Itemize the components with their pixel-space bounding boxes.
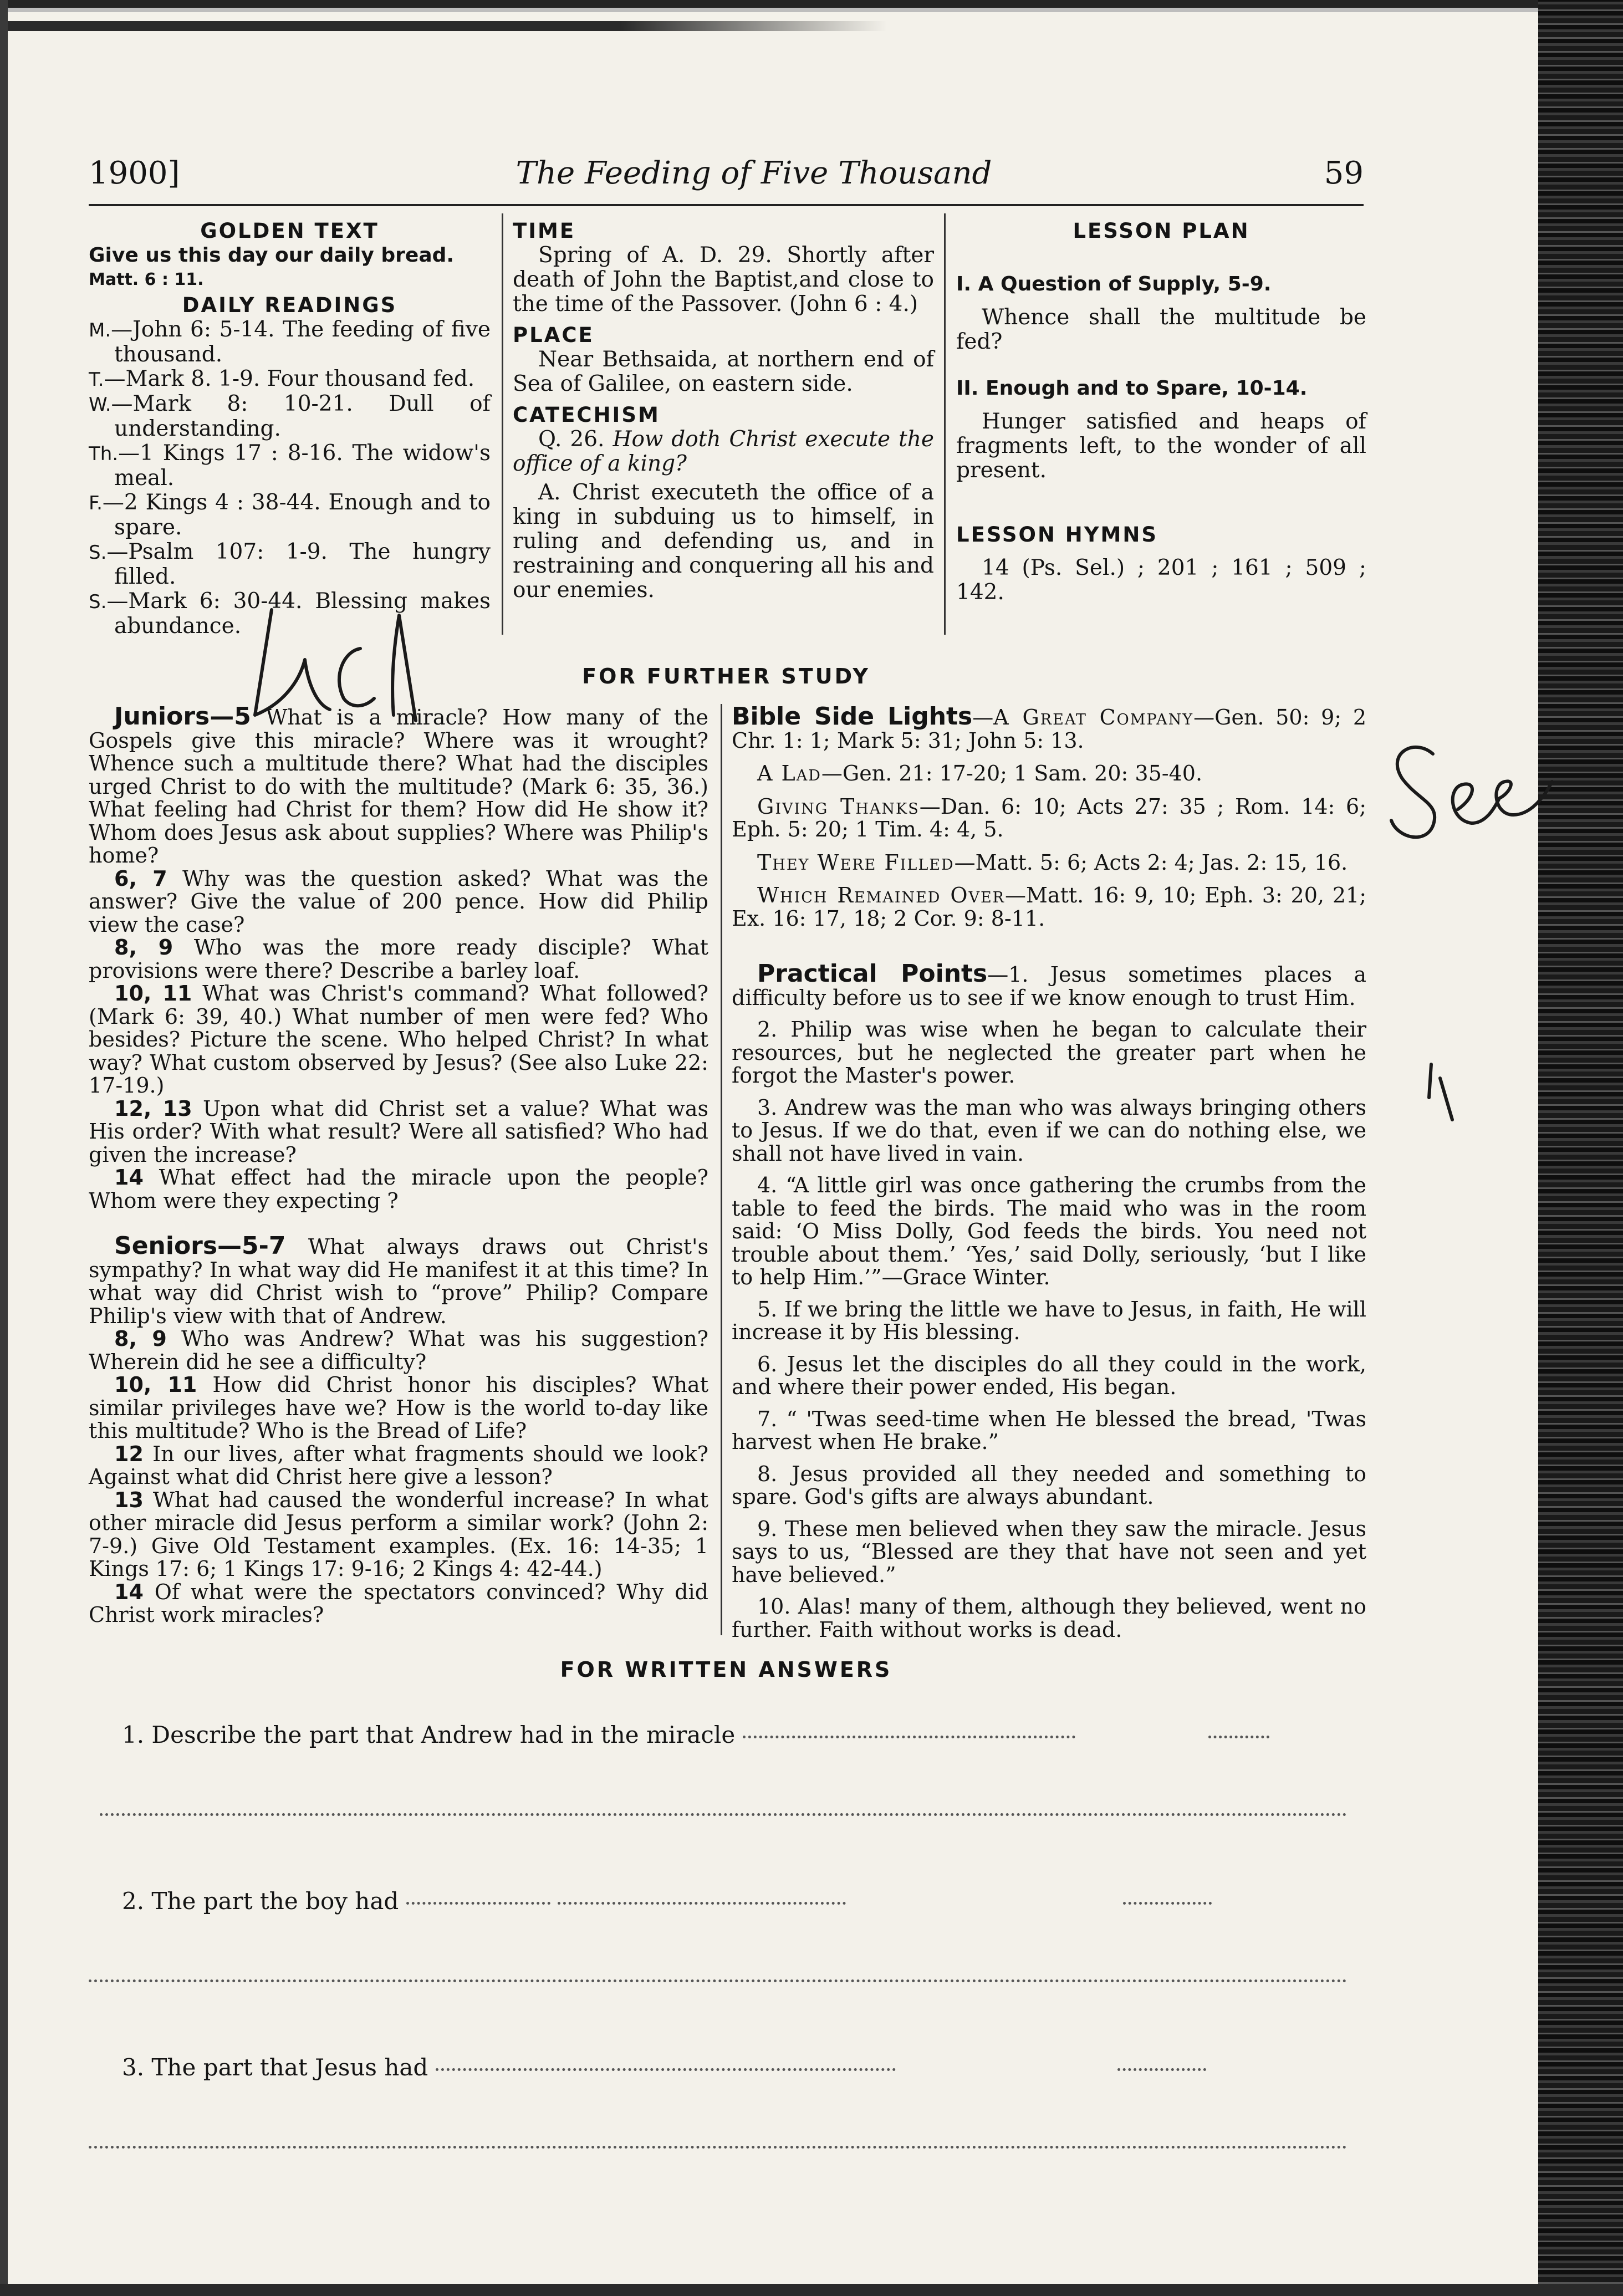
side-light-refs: —Gen. 50: 9; 2 Chr. 1: 1; Mark 5: 31; John 5: 13.	[732, 705, 1366, 753]
practical-point-item: Practical Points—1. Jesus sometimes places a difficulty before us to see if we know enough to trust Him.	[732, 960, 1366, 1010]
juniors-question-number: 12, 13	[114, 1096, 192, 1121]
practical-point-number: 7.	[757, 1406, 778, 1431]
seniors-intro-text: What always draws out Christ's sympathy? In what way did He manifest it at this time? In what way did Christ wish to “prove” Philip? Compare Philip's view with that of Andrew.	[89, 1234, 708, 1328]
written-answers-heading: FOR WRITTEN ANSWERS	[560, 1657, 892, 1682]
catechism-answer: A. Christ executeth the office of a king in subduing us to himself, in ruling and defending us, and in restraining and conquering all his and our enemies.	[513, 480, 934, 603]
juniors-question-item	[89, 868, 708, 937]
practical-point-text: Jesus provided all they needed and something to spare. God's gifts are always abundant.	[732, 1461, 1366, 1509]
practical-point-item	[732, 1353, 1366, 1399]
seniors-question-item	[89, 1489, 708, 1581]
golden-text: Give us this day our daily bread.	[89, 244, 455, 267]
golden-text-block	[89, 219, 491, 639]
seniors-question-text: Who was Andrew? What was his suggestion? Wherein did he see a difficulty?	[89, 1326, 708, 1374]
daily-reading-day: M.	[89, 319, 111, 341]
practical-point-number: 4.	[757, 1173, 778, 1197]
catechism-question	[513, 427, 934, 476]
seniors-question-item	[89, 1581, 708, 1627]
seniors-question-text: What had caused the wonderful increase? In what other miracle did Jesus perform a similar work? (John 2: 7-9.) Give Old Testament examples. (Ex. 16: 14-35; 1 Kings 17: 6; 1 Kings 17: 9-16; 2 Kings 4: 42-44.)	[89, 1487, 708, 1581]
seniors-question-item	[89, 1328, 708, 1374]
lesson-plan-part-2-title: II. Enough and to Spare, 10-14.	[956, 377, 1308, 400]
answer-dots	[89, 2146, 1347, 2149]
scan-edge-top-shadow	[0, 21, 887, 31]
scan-edge-left	[0, 0, 8, 2296]
answer-dots	[1208, 1736, 1269, 1738]
practical-point-number: 8.	[757, 1461, 778, 1486]
seniors-question-number: 13	[114, 1487, 144, 1512]
practical-point-text: “ 'Twas seed-time when He blessed the bread, 'Twas harvest when He brake.”	[732, 1406, 1366, 1454]
practical-point-number: 2.	[757, 1017, 778, 1042]
juniors-question-item	[89, 982, 708, 1098]
answer-dots	[100, 1813, 1347, 1816]
column-rule-3	[721, 704, 722, 1635]
side-light-refs: —Matt. 16: 9, 10; Eph. 3: 20, 21; Ex. 16: 17, 18; 2 Cor. 9: 8-11.	[732, 883, 1367, 931]
catechism-question-label: Q. 26.	[538, 427, 605, 452]
daily-reading-item	[89, 392, 491, 441]
scan-edge-right	[1538, 0, 1623, 2296]
scan-edge-bottom	[0, 2284, 1623, 2296]
written-question-2	[122, 1885, 1212, 1918]
daily-reading-text: —Mark 8: 10-21. Dull of understanding.	[111, 391, 491, 441]
practical-point-item	[732, 1096, 1366, 1166]
side-light-head: A Great Company	[993, 705, 1194, 729]
juniors-question-number: 6, 7	[114, 866, 167, 891]
place-text: Near Bethsaida, at northern end of Sea of Galilee, on eastern side.	[513, 347, 934, 396]
side-light-head: A Lad	[757, 761, 821, 785]
further-study-heading: FOR FURTHER STUDY	[582, 664, 870, 688]
daily-reading-text: —Mark 6: 30-44. Blessing makes abundance.	[106, 589, 491, 639]
side-light-item	[732, 795, 1366, 841]
daily-reading-day: T.	[89, 369, 104, 391]
seniors-question-text: How did Christ honor his disciples? What similar privileges have we? How is the world to-day like this multitude? Who is the Bread of Life?	[89, 1373, 708, 1443]
practical-point-text: Jesus sometimes places a difficulty before us to see if we know enough to trust Him.	[732, 962, 1366, 1010]
lesson-plan-part-1-text: Whence shall the multitude be fed?	[956, 305, 1366, 354]
time-heading: TIME	[513, 219, 576, 243]
practical-point-text: If we bring the little we have to Jesus, in faith, He will increase it by His blessing.	[732, 1297, 1366, 1344]
practical-point-text: Philip was wise when he began to calculate their resources, but he neglected the greater part when he forgot the Master's power.	[732, 1017, 1366, 1088]
juniors-questions	[89, 868, 708, 1213]
daily-reading-day: Th.	[89, 443, 119, 465]
daily-reading-day: W.	[89, 394, 111, 416]
header-page-number: 59	[1324, 155, 1364, 191]
daily-reading-text: —Psalm 107: 1-9. The hungry filled.	[106, 539, 491, 589]
answer-dots	[1117, 2068, 1206, 2071]
practical-point-item	[732, 1595, 1366, 1641]
handwritten-mark-right	[1380, 732, 1563, 848]
daily-reading-day: S.	[89, 542, 107, 564]
practical-point-item	[732, 1408, 1366, 1454]
written-question-3	[122, 2051, 1206, 2084]
juniors-question-item	[89, 936, 708, 982]
answer-dots	[89, 1979, 1347, 1982]
seniors-question-number: 14	[114, 1579, 144, 1604]
written-answer-line-1[interactable]	[100, 1796, 1347, 1829]
practical-point-item	[732, 1174, 1366, 1289]
time-text: Spring of A. D. 29. Shortly after death of John the Baptist,and close to the time of the Passover. (John 6 : 4.)	[513, 243, 934, 317]
seniors-question-text: In our lives, after what fragments should we look? Against what did Christ here give a lesson?	[89, 1441, 708, 1489]
daily-reading-item	[89, 441, 491, 491]
golden-text-ref: Matt. 6 : 11.	[89, 270, 204, 289]
practical-points-label: Practical Points	[757, 960, 988, 988]
juniors-question-number: 10, 11	[114, 981, 192, 1006]
daily-reading-item	[89, 367, 491, 392]
handwritten-mark-right-small	[1419, 1059, 1458, 1125]
answer-dots	[743, 1736, 1075, 1738]
practical-point-number: 9.	[757, 1516, 778, 1541]
daily-reading-text: —1 Kings 17 : 8-16. The widow's meal.	[114, 441, 491, 491]
lesson-plan-part-2-text: Hunger satisfied and heaps of fragments left, to the wonder of all present.	[956, 409, 1366, 483]
side-lights-practical-block	[732, 702, 1367, 1642]
daily-readings-list	[89, 318, 491, 639]
header-rule	[89, 204, 1364, 206]
written-question-1	[122, 1718, 1269, 1752]
practical-point-number: 10.	[757, 1594, 791, 1619]
scan-edge-top	[0, 0, 1623, 21]
lesson-hymns-text: 14 (Ps. Sel.) ; 201 ; 161 ; 509 ; 142.	[956, 555, 1366, 605]
practical-point-text: Alas! many of them, although they believed, went no further. Faith without works is dead.	[732, 1594, 1366, 1642]
seniors-question-item	[89, 1374, 708, 1443]
daily-reading-text: —Mark 8. 1-9. Four thousand fed.	[104, 366, 475, 391]
juniors-question-number: 14	[114, 1165, 144, 1190]
juniors-question-number: 8, 9	[114, 935, 173, 960]
juniors-question-text: What effect had the miracle upon the people? Whom were they expecting ?	[89, 1165, 708, 1213]
juniors-question-text: Upon what did Christ set a value? What was His order? With what result? Were all satisfied? Who had given the increase?	[89, 1096, 708, 1167]
column-rule-1	[502, 213, 503, 635]
juniors-seniors-block	[89, 702, 708, 1627]
catechism-heading: CATECHISM	[513, 403, 660, 427]
juniors-question-item	[89, 1166, 708, 1212]
juniors-label: Juniors—5	[114, 702, 251, 731]
practical-point-text: These men believed when they saw the miracle. Jesus says to us, “Blessed are they that have not seen and yet have believed.”	[732, 1516, 1366, 1587]
daily-reading-item	[89, 540, 491, 589]
catechism-question-text: How doth Christ execute the office of a king?	[513, 427, 934, 476]
juniors-intro-text: What is a miracle? How many of the Gospels give this miracle? Where was it wrought? Whence such a multitude there? What had the disciples urged Christ to do with the multitude? (Mark 6: 35, 36.) What feeling had Christ for them? How did He show it? Whom does Jesus ask about supplies? Where was Philip's home?	[89, 705, 708, 868]
answer-dots	[558, 1902, 846, 1905]
seniors-label: Seniors—5-7	[114, 1232, 286, 1260]
daily-readings-heading: DAILY READINGS	[182, 293, 397, 317]
juniors-question-text: What was Christ's command? What followed? (Mark 6: 39, 40.) What number of men were fed? Who besides? Picture the scene. Who helped Christ? In what way? What custom observed by Jesus? (See also Luke 22: 17-19.)	[89, 981, 708, 1098]
answer-dots	[436, 2068, 896, 2071]
seniors-questions	[89, 1328, 708, 1627]
written-question-1-text: 1. Describe the part that Andrew had in the miracle	[122, 1721, 736, 1748]
practical-point-item	[732, 1298, 1366, 1344]
side-light-refs: —Matt. 5: 6; Acts 2: 4; Jas. 2: 15, 16.	[954, 850, 1348, 875]
header-year: 1900]	[89, 155, 180, 191]
side-light-refs: —Dan. 6: 10; Acts 27: 35 ; Rom. 14: 6; Eph. 5: 20; 1 Tim. 4: 4, 5.	[732, 794, 1366, 841]
lesson-plan-heading: LESSON PLAN	[1073, 219, 1250, 243]
seniors-intro	[89, 1234, 708, 1328]
side-light-head: Giving Thanks	[757, 794, 920, 819]
practical-point-item	[732, 1018, 1366, 1088]
practical-point-text: Andrew was the man who was always bringing others to Jesus. If we do that, even if we can do nothing else, we shall not have lived in vain.	[732, 1095, 1366, 1166]
practical-point-number: 6.	[757, 1351, 778, 1376]
practical-point-item	[732, 1463, 1366, 1509]
place-heading: PLACE	[513, 323, 594, 347]
juniors-question-item	[89, 1098, 708, 1167]
practical-point-number: 5.	[757, 1297, 778, 1322]
column-rule-2	[944, 213, 946, 635]
written-question-2-text: 2. The part the boy had	[122, 1887, 399, 1915]
side-light-item: Bible Side Lights—A Great Company—Gen. 50: 9; 2 Chr. 1: 1; Mark 5: 31; John 5: 13.	[732, 702, 1366, 753]
seniors-question-number: 12	[114, 1441, 144, 1466]
daily-reading-day: F.	[89, 492, 103, 514]
daily-reading-item	[89, 491, 491, 540]
practical-point-item	[732, 1518, 1366, 1587]
side-lights-label: Bible Side Lights	[732, 702, 973, 731]
seniors-question-text: Of what were the spectators convinced? Why did Christ work miracles?	[89, 1579, 708, 1627]
daily-reading-text: —John 6: 5-14. The feeding of five thousand.	[111, 317, 491, 367]
juniors-question-text: Who was the more ready disciple? What provisions were there? Describe a barley loaf.	[89, 935, 708, 983]
lesson-plan-part-1-title: I. A Question of Supply, 5-9.	[956, 273, 1272, 295]
seniors-question-number: 8, 9	[114, 1326, 167, 1351]
side-light-head: They Were Filled	[757, 850, 955, 875]
answer-dots	[406, 1902, 550, 1905]
practical-point-text: Jesus let the disciples do all they could in the work, and where their power ended, His began.	[732, 1351, 1366, 1399]
answer-dots	[1123, 1902, 1212, 1905]
side-light-refs: —Gen. 21: 17-20; 1 Sam. 20: 35-40.	[821, 761, 1203, 785]
practical-point-number: 1.	[1008, 962, 1029, 987]
practical-point-text: “A little girl was once gathering the crumbs from the table to feed the birds. The maid who was in the room said: ‘O Miss Dolly, God feeds the birds. You need not trouble about them.’ ‘Yes,’ said Dolly, seriously, ‘but I like to help Him.’”—Grace Winter.	[732, 1173, 1366, 1289]
side-light-head: Which Remained Over	[757, 883, 1006, 907]
written-question-3-text: 3. The part that Jesus had	[122, 2054, 428, 2081]
practical-point-number: 3.	[757, 1095, 778, 1120]
daily-reading-text: —2 Kings 4 : 38-44. Enough and to spare.	[102, 490, 491, 540]
lesson-hymns-heading: LESSON HYMNS	[956, 523, 1158, 547]
practical-points	[732, 962, 1366, 1641]
written-answer-line-2[interactable]	[89, 1962, 1347, 1996]
seniors-question-item	[89, 1443, 708, 1489]
daily-reading-day: S.	[89, 591, 107, 613]
written-answer-line-3[interactable]	[89, 2129, 1347, 2162]
side-light-item	[732, 762, 1366, 785]
daily-reading-item	[89, 318, 491, 367]
side-light-item	[732, 884, 1366, 930]
header-title: The Feeding of Five Thousand	[516, 155, 992, 191]
time-place-catechism-block	[513, 219, 934, 603]
juniors-question-text: Why was the question asked? What was the answer? Give the value of 200 pence. How did Philip view the case?	[89, 866, 708, 937]
side-light-item	[732, 851, 1366, 875]
golden-text-heading: GOLDEN TEXT	[200, 219, 379, 243]
seniors-question-number: 10, 11	[114, 1373, 197, 1397]
handwritten-mark-top	[233, 599, 421, 732]
bible-side-lights	[732, 702, 1367, 931]
lesson-plan-block	[956, 219, 1366, 605]
